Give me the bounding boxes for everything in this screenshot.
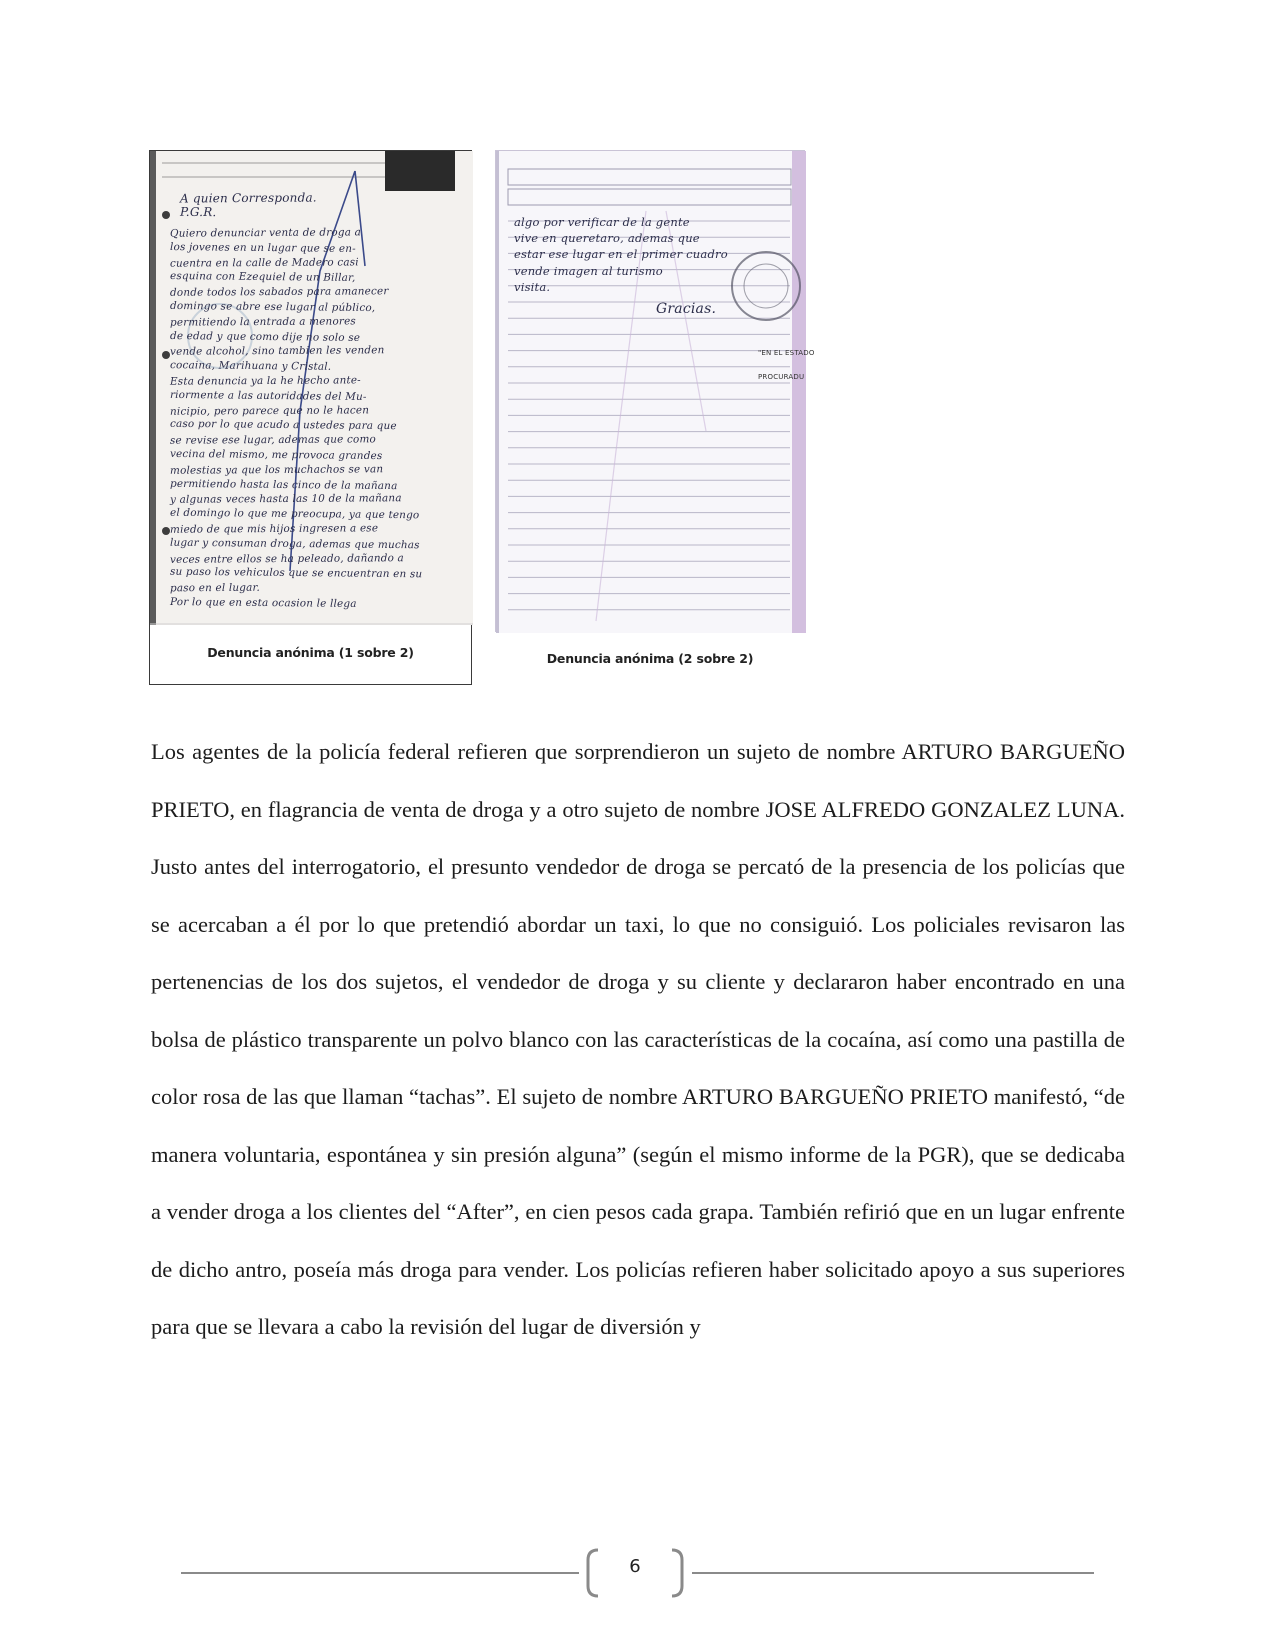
- body-paragraph: [151, 723, 1125, 1356]
- handwritten-line: lugar y consuman droga, ademas que muchas: [169, 536, 420, 552]
- handwritten-line: A quien Corresponda.: [179, 190, 317, 206]
- figure-denuncia-1: [149, 150, 472, 685]
- page-footer: [0, 1548, 1275, 1598]
- handwritten-line: se revise ese lugar, ademas que como: [169, 433, 377, 447]
- handwritten-line: su paso los vehiculos que se encuentran en su: [169, 566, 423, 581]
- handwritten-line: vende alcohol, sino tambien les venden: [169, 344, 385, 359]
- handwritten-line: domingo se abre ese lugar al público,: [169, 299, 376, 315]
- handwritten-line: permitiendo hasta las cinco de la mañana: [169, 477, 398, 492]
- scanned-letter-image-2: [495, 150, 815, 632]
- figure-caption-2: Denuncia anónima (2 sobre 2): [546, 651, 754, 666]
- handwritten-line: paso en el lugar.: [169, 581, 261, 595]
- paragraph-text: Los agentes de la policía federal refieren que sorprendieron un sujeto de nombre ARTURO BARGUEÑO PRIETO, en flagrancia de venta de droga y a otro sujeto de nombre JOSE ALFREDO GONZALEZ LUNA. Justo antes del interrogatorio, el presunto vendedor de droga se percató de la presencia de los policías que se acercaban a él por lo que pretendió abordar un taxi, lo que no consiguió. Los policiales revisaron las pertenencias de los dos sujetos, el vendedor de droga y su cliente y declararon haber encontrado en una bolsa de plástico transparente un polvo blanco con las características de la cocaína, así como una pastilla de color rosa de las que llaman “tachas”. El sujeto de nombre ARTURO BARGUEÑO PRIETO manifestó, “de manera voluntaria, espontánea y sin presión alguna” (según el mismo informe de la PGR), que se dedicaba a vender droga a los clientes del “After”, en cien pesos cada grapa. También refirió que en un lugar enfrente de dicho antro, poseía más droga para vender. Los policías refieren haber solicitado apoyo a sus superiores para que se llevara a cabo la revisión del lugar de diversión y: [151, 739, 1125, 1339]
- handwritten-line: Por lo que en esta ocasion le llega: [169, 596, 357, 610]
- handwritten-line: vive en queretaro, ademas que: [514, 231, 700, 246]
- handwritten-line: molestias ya que los muchachos se van: [169, 463, 384, 477]
- handwritten-line: miedo de que mis hijos ingresen a ese: [169, 522, 379, 536]
- stamp-text-2: PROCURADU: [758, 373, 805, 381]
- handwritten-line: los jovenes en un lugar que se en-: [169, 240, 356, 255]
- handwritten-line: Quiero denunciar venta de droga a: [169, 226, 362, 240]
- handwritten-line: visita.: [514, 279, 551, 294]
- handwritten-line: veces entre ellos se ha peleado, dañando a: [169, 551, 404, 566]
- handwritten-line: donde todos los sabados para amanecer: [169, 285, 389, 299]
- handwritten-line: Gracias.: [656, 301, 717, 317]
- handwritten-line: algo por verificar de la gente: [514, 215, 690, 229]
- handwritten-line: nicipio, pero parece que no le hacen: [169, 403, 370, 418]
- handwritten-line: vecina del mismo, me provoca grandes: [169, 447, 383, 463]
- handwritten-line: estar ese lugar en el primer cuadro: [514, 247, 728, 262]
- handwritten-line: y algunas veces hasta las 10 de la mañana: [169, 492, 402, 507]
- stamp-text-1: "EN EL ESTADO: [758, 349, 815, 357]
- handwritten-line: el domingo lo que me preocupa, ya que tengo: [169, 506, 420, 522]
- figure-denuncia-2: [495, 150, 815, 670]
- handwritten-line: riormente a las autoridades del Mu-: [169, 388, 367, 403]
- handwritten-line: de edad y que como dije no solo se: [169, 329, 361, 344]
- handwritten-line: caso por lo que acudo a ustedes para que: [169, 418, 397, 433]
- figure-caption-1: Denuncia anónima (1 sobre 2): [207, 645, 414, 660]
- handwritten-line: esquina con Ezequiel de un Billar,: [169, 270, 356, 285]
- handwritten-line: cuentra en la calle de Madero casi: [169, 255, 359, 270]
- handwritten-line: P.G.R.: [179, 204, 217, 220]
- handwritten-line: vende imagen al turismo: [514, 263, 663, 278]
- handwritten-line: Esta denuncia ya la he hecho ante-: [169, 374, 361, 388]
- handwritten-line: cocaina, Marihuana y Cristal.: [169, 359, 332, 374]
- handwritten-line: permitiendo la entrada a menores: [169, 315, 356, 329]
- page-number: 6: [629, 1556, 641, 1577]
- scanned-letter-image-1: [150, 151, 471, 625]
